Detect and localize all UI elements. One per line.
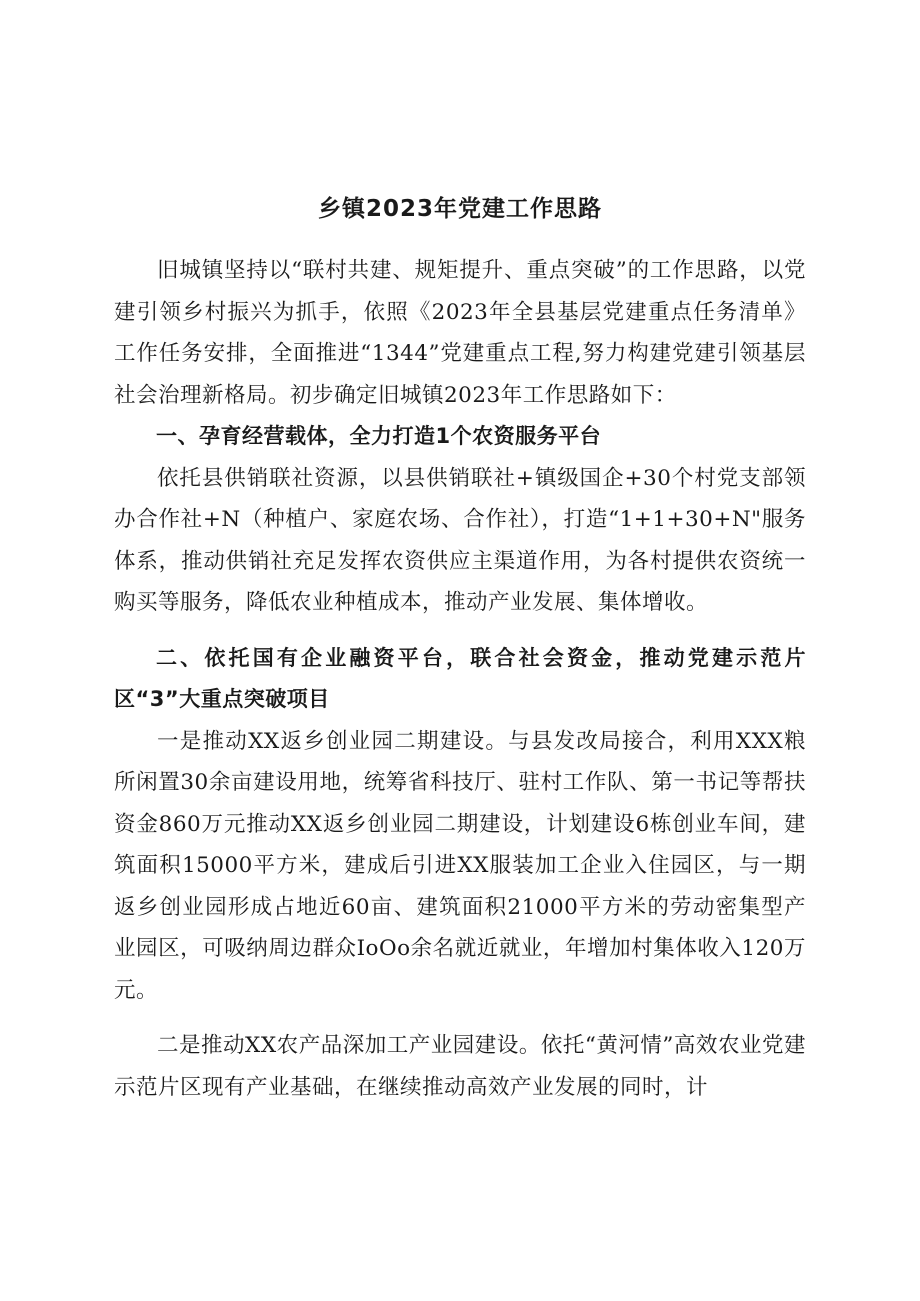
section-1-heading: 一、孕育经营载体，全力打造1个农资服务平台: [156, 424, 602, 448]
document-title: 乡镇2023年党建工作思路: [317, 196, 602, 222]
section-2-heading: 二、依托国有企业融资平台，联合社会资金，推动党建示范片区“3”大重点突破项目: [114, 645, 806, 711]
section-1-paragraph: 依托县供销联社资源，以县供销联社+镇级国企+30个村党支部领办合作社+N（种植户、家庭农场、合作社），打造“1+1+30+N"服务体系，推动供销社充足发挥农资供应主渠道作用，为各村提供农资统一购买等服务，降低农业种植成本，推动产业发展、集体增收。: [114, 465, 806, 615]
section-2-item-2-paragraph: 二是推动XX农产品深加工产业园建设。依托“黄河情”高效农业党建示范片区现有产业基础，在继续推动高效产业发展的同时，计: [114, 1033, 806, 1100]
section-2-item-1-paragraph: 一是推动XX返乡创业园二期建设。与县发改局接合，利用XXX粮所闲置30余亩建设用地，统筹省科技厅、驻村工作队、第一书记等帮扶资金860万元推动XX返乡创业园二期建设，计划建设6栋创业车间，建筑面积15000平方米，建成后引进XX服装加工企业入住园区，与一期返乡创业园形成占地近60亩、建筑面积21000平方米的劳动密集型产业园区，可吸纳周边群众IoOo余名就近就业，年增加村集体收入120万元。: [114, 728, 806, 1003]
intro-paragraph: 旧城镇坚持以“联村共建、规矩提升、重点突破”的工作思路，以党建引领乡村振兴为抓手，依照《2023年全县基层党建重点任务清单》工作任务安排，全面推进“1344”党建重点工程,努力构建党建引领基层社会治理新格局。初步确定旧城镇2023年工作思路如下：: [114, 258, 806, 408]
document-body: [114, 250, 806, 1108]
